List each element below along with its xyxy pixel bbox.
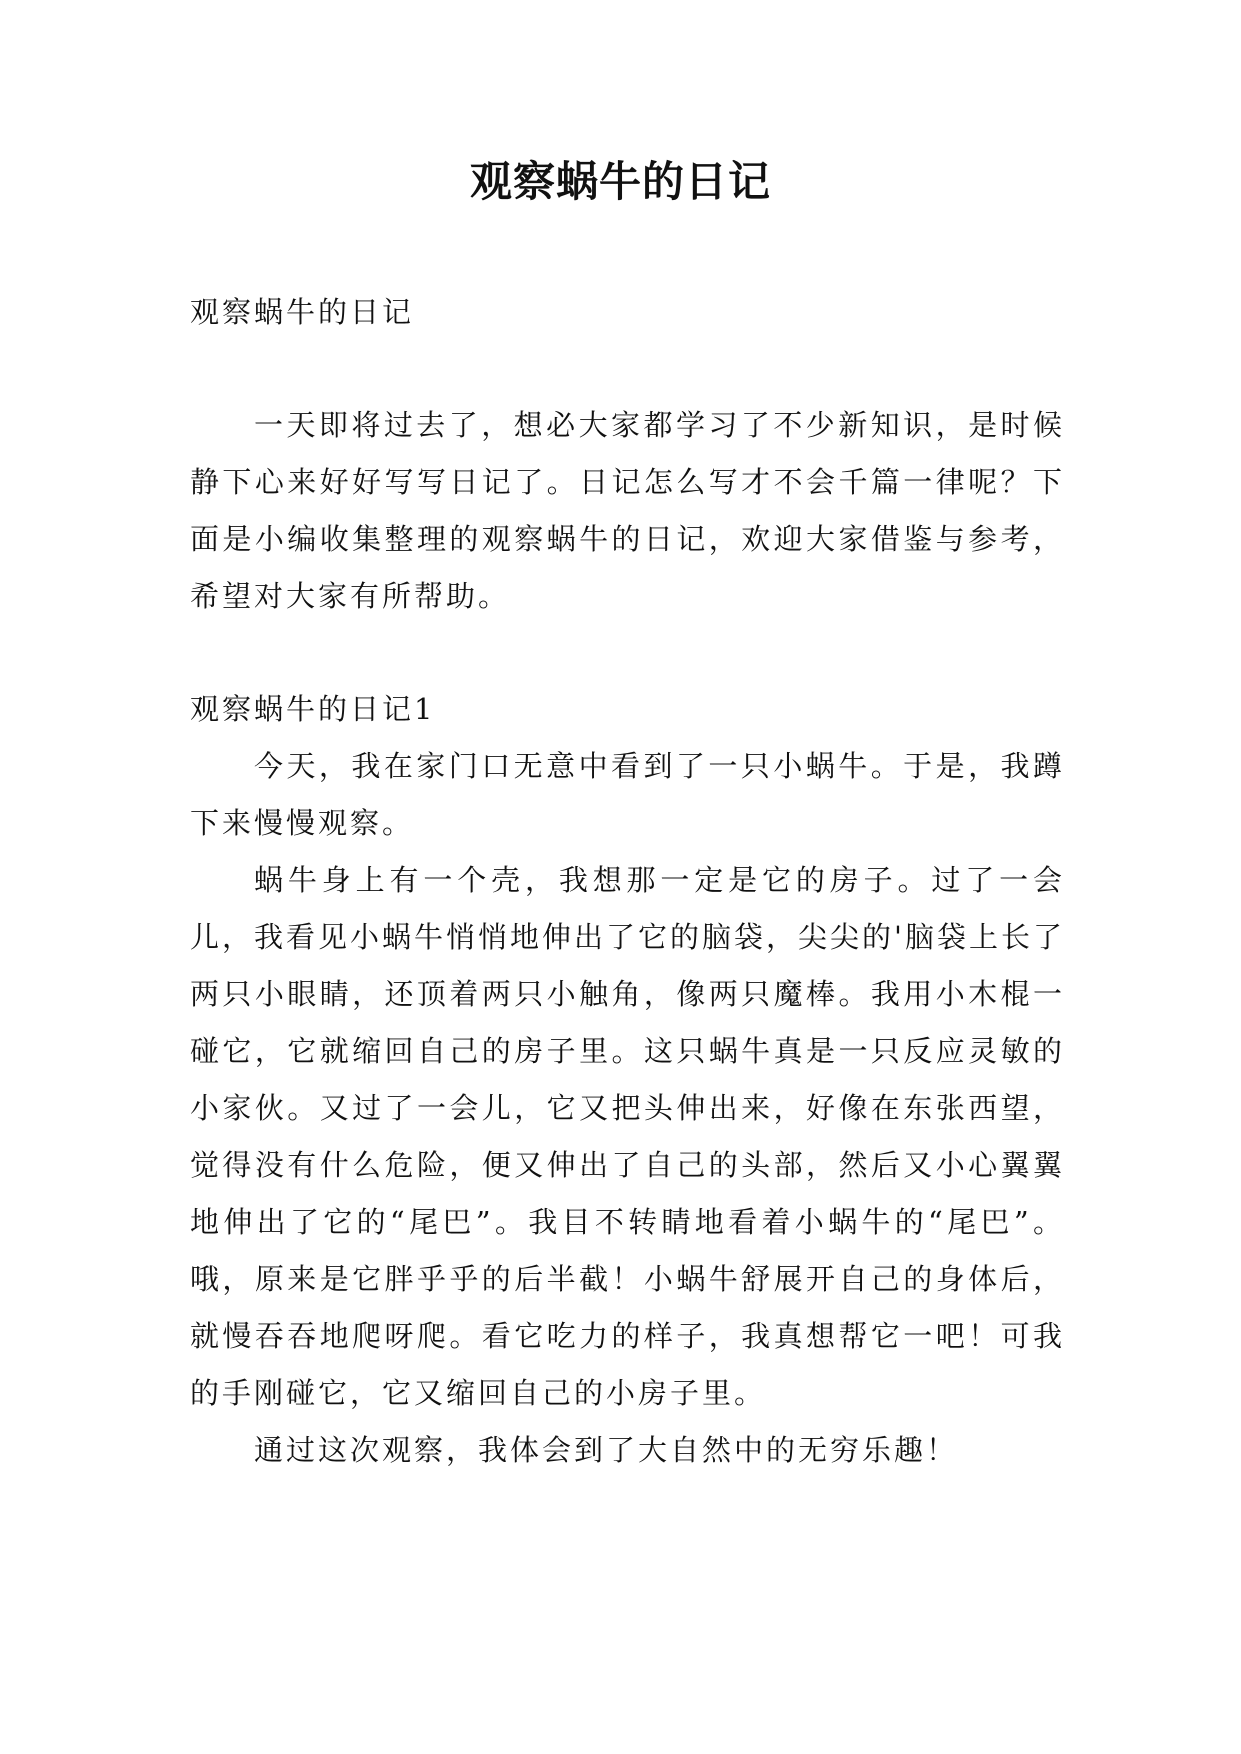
intro-paragraph: 一天即将过去了，想必大家都学习了不少新知识，是时候静下心来好好写写日记了。日记怎么写才不会千篇一律呢？下面是小编收集整理的观察蜗牛的日记，欢迎大家借鉴与参考，希望对大家有所帮助。 [190, 408, 1065, 613]
section-heading: 观察蜗牛的日记1 [190, 692, 436, 726]
body-paragraph: 蜗牛身上有一个壳，我想那一定是它的房子。过了一会儿，我看见小蜗牛悄悄地伸出了它的脑袋，尖尖的'脑袋上长了两只小眼睛，还顶着两只小触角，像两只魔棒。我用小木棍一碰它，它就缩回自己的房子里。这只蜗牛真是一只反应灵敏的小家伙。又过了一会儿，它又把头伸出来，好像在东张西望，觉得没有什么危险，便又伸出了自己的头部，然后又小心翼翼地伸出了它的“尾巴”。我目不转睛地看着小蜗牛的“尾巴”。哦，原来是它胖乎乎的后半截！小蜗牛舒展开自己的身体后，就慢吞吞地爬呀爬。看它吃力的样子，我真想帮它一吧！可我的手刚碰它，它又缩回自己的小房子里。 [190, 863, 1065, 1410]
body-paragraph: 今天，我在家门口无意中看到了一只小蜗牛。于是，我蹲下来慢慢观察。 [190, 749, 1065, 840]
body-paragraph: 通过这次观察，我体会到了大自然中的无穷乐趣！ [254, 1433, 959, 1467]
document-subtitle: 观察蜗牛的日记 [190, 295, 415, 329]
document-body [190, 284, 1065, 1479]
document-title: 观察蜗牛的日记 [469, 157, 771, 206]
